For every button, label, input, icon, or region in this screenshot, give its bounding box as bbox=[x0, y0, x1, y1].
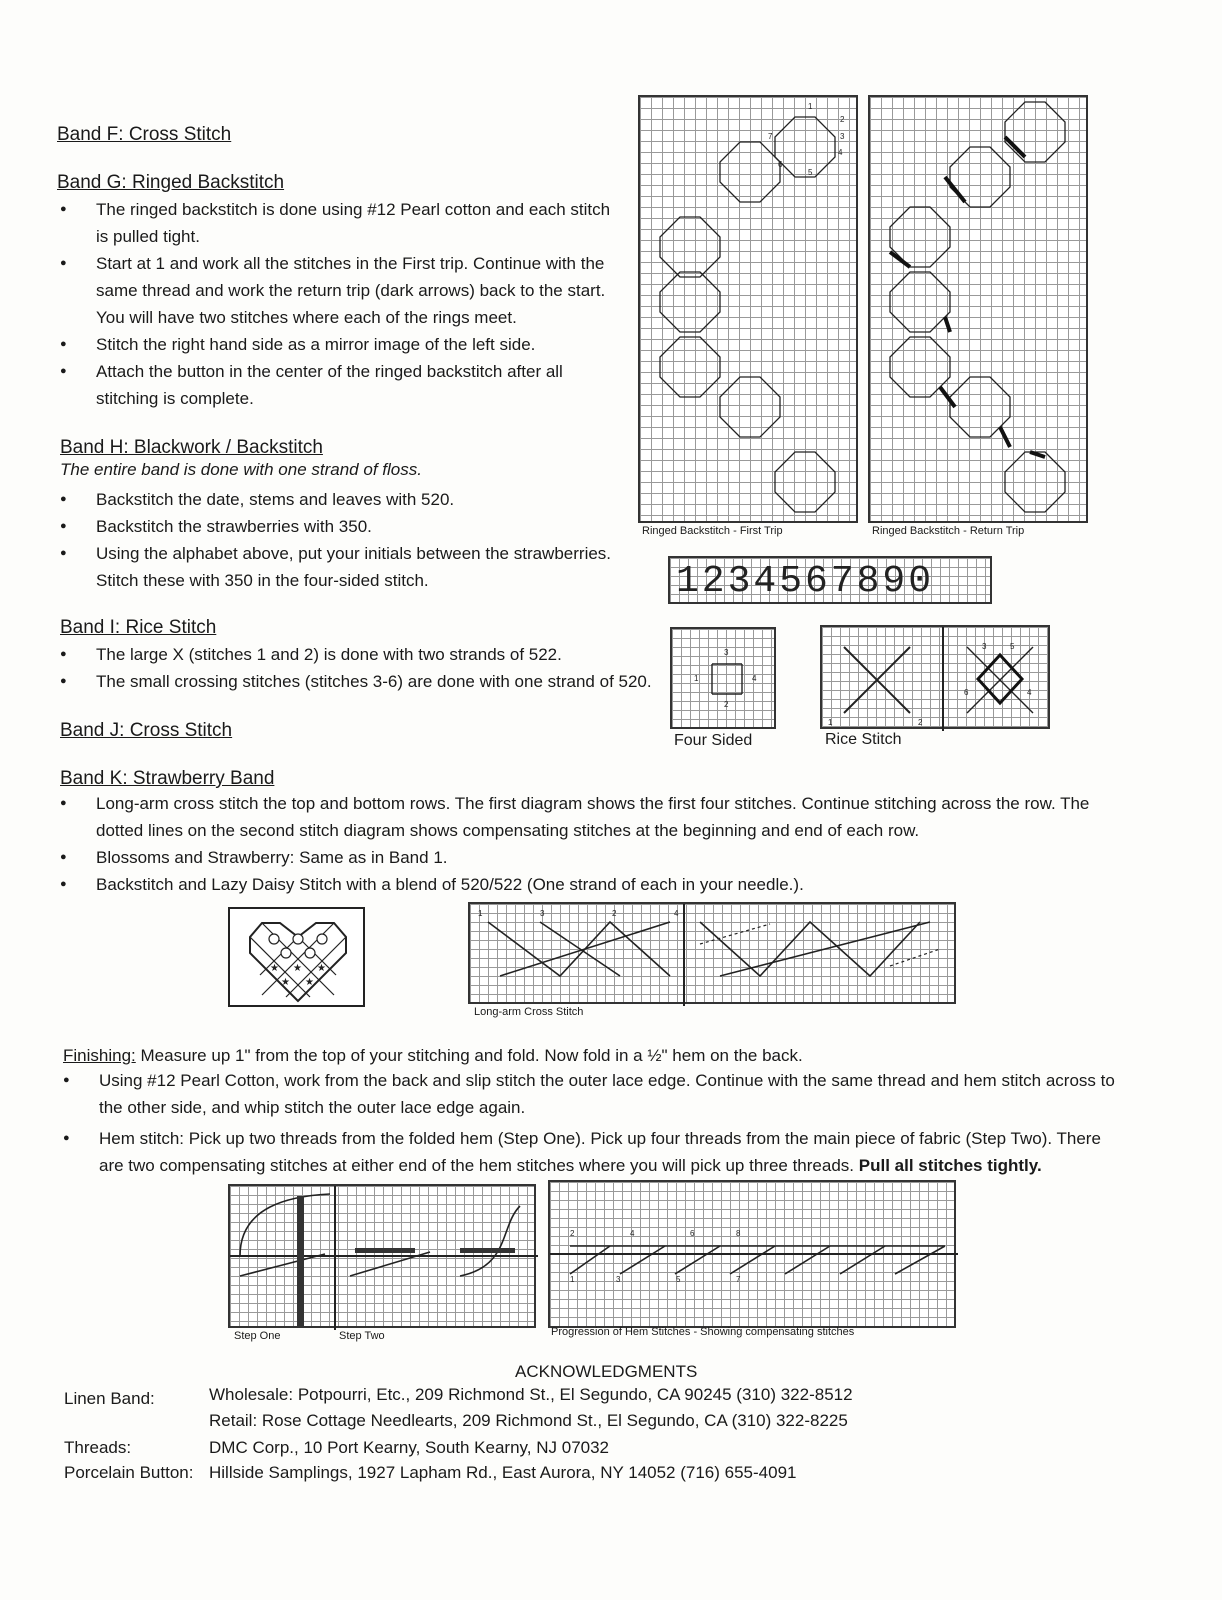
stitch-number: 4 bbox=[630, 1229, 635, 1238]
band-g-list bbox=[60, 196, 615, 412]
band-h-heading: Band H: Blackwork / Backstitch bbox=[60, 437, 323, 458]
hem-progression-drawing bbox=[550, 1182, 958, 1330]
list-item: ● Using the alphabet above, put your initials between the strawberries. Stitch these with 350 in the four-sided stitch. bbox=[60, 540, 620, 594]
numerals-text: 1234567890 bbox=[676, 560, 935, 603]
band-g-heading: Band G: Ringed Backstitch bbox=[57, 172, 285, 193]
ringed-first-trip-grid bbox=[638, 95, 858, 523]
svg-text:★: ★ bbox=[317, 963, 326, 974]
ringed-return-trip-grid bbox=[868, 95, 1088, 523]
numerals-chart bbox=[668, 556, 992, 604]
four-sided-stitch bbox=[672, 629, 778, 731]
stitch-number: 1 bbox=[694, 674, 699, 683]
band-i-heading: Band I: Rice Stitch bbox=[60, 617, 217, 638]
list-item: ● Stitch the right hand side as a mirror image of the left side. bbox=[60, 331, 615, 358]
ack-value: DMC Corp., 10 Port Kearny, South Kearny, NJ 07032 bbox=[209, 1438, 610, 1457]
svg-text:★: ★ bbox=[270, 963, 279, 974]
list-item: ● Attach the button in the center of the ringed backstitch after all stitching is complete. bbox=[60, 358, 615, 412]
band-k-list bbox=[60, 790, 1100, 898]
four-sided-caption: Four Sided bbox=[674, 732, 753, 749]
hem-stitch-text: Pick up two threads from the folded hem (Step One). Pick up four threads from the main piece of fabric (Step Two). There are two compensating stitches at either end of the hem stitches where you will pick up three threads. bbox=[99, 1129, 1101, 1175]
stitch-number: 8 bbox=[736, 1229, 741, 1238]
stitch-number: 3 bbox=[616, 1275, 621, 1284]
stitch-number: 4 bbox=[752, 674, 757, 683]
step-two-caption: Step Two bbox=[339, 1330, 385, 1342]
ack-label: Porcelain Button: bbox=[64, 1463, 194, 1482]
stitch-number: 2 bbox=[570, 1229, 575, 1238]
ringed-return-trip-caption: Ringed Backstitch - Return Trip bbox=[872, 525, 1025, 537]
rice-stitch-grid bbox=[820, 625, 1050, 729]
ack-label: Threads: bbox=[64, 1438, 132, 1457]
stitch-number: 7 bbox=[736, 1275, 741, 1284]
progression-caption: Progression of Hem Stitches - Showing compensating stitches bbox=[551, 1326, 855, 1338]
list-item: ● Using #12 Pearl Cotton, work from the back and slip stitch the outer lace edge. Continue with the same thread and hem stitch across to the other side, and whip stitch the outer lace edge again. bbox=[63, 1067, 1123, 1121]
list-item: ● The large X (stitches 1 and 2) is done with two strands of 522. bbox=[60, 641, 660, 668]
stitch-number: 2 bbox=[840, 115, 845, 124]
list-item: ● Long-arm cross stitch the top and bottom rows. The first diagram shows the first four stitches. Continue stitching across the row. The dotted lines on the second stitch diagram shows compensating stitches at the beginning and end of each row. bbox=[60, 790, 1100, 844]
list-item: ● Blossoms and Strawberry: Same as in Band 1. bbox=[60, 844, 1100, 871]
svg-text:★: ★ bbox=[305, 977, 314, 988]
stitch-number: 6 bbox=[690, 1229, 695, 1238]
hem-progression-grid bbox=[548, 1180, 956, 1328]
band-k-heading: Band K: Strawberry Band bbox=[60, 768, 275, 789]
list-item: ● The small crossing stitches (stitches 3-6) are done with one strand of 520. bbox=[60, 668, 660, 695]
ack-label: Linen Band: bbox=[64, 1389, 155, 1408]
band-j-heading: Band J: Cross Stitch bbox=[60, 720, 233, 741]
stitch-number: 4 bbox=[1027, 688, 1032, 697]
four-sided-grid bbox=[670, 627, 776, 729]
list-item: ● Backstitch the strawberries with 350. bbox=[60, 513, 620, 540]
stitch-number: 6 bbox=[778, 160, 783, 169]
stitch-number: 1 bbox=[828, 718, 833, 727]
stitch-number: 1 bbox=[570, 1275, 575, 1284]
stitch-number: 5 bbox=[808, 168, 813, 177]
step-one-caption: Step One bbox=[234, 1330, 281, 1342]
stitch-number: 7 bbox=[768, 132, 773, 141]
list-item bbox=[63, 1125, 1123, 1179]
long-arm-cross-stitch-grid bbox=[468, 902, 956, 1004]
stitch-number: 4 bbox=[674, 909, 679, 918]
finishing-intro-text: Measure up 1" from the top of your stitching and fold. Now fold in a ½" hem on the back. bbox=[140, 1046, 803, 1065]
hem-stitch-bold: Pull all stitches tightly. bbox=[858, 1156, 1042, 1175]
hem-steps-drawing bbox=[230, 1186, 538, 1330]
list-item: ● Backstitch and Lazy Daisy Stitch with a blend of 520/522 (One strand of each in your needle.). bbox=[60, 871, 1100, 898]
rice-stitch bbox=[822, 627, 1052, 731]
rice-stitch-caption: Rice Stitch bbox=[825, 731, 902, 748]
list-item: ● Backstitch the date, stems and leaves with 520. bbox=[60, 486, 620, 513]
ringed-first-trip-caption: Ringed Backstitch - First Trip bbox=[642, 525, 783, 537]
long-arm-caption: Long-arm Cross Stitch bbox=[474, 1006, 584, 1018]
stitch-number: 2 bbox=[612, 909, 617, 918]
svg-text:★: ★ bbox=[281, 977, 290, 988]
heart-motif bbox=[230, 909, 367, 1009]
acknowledgments-title: ACKNOWLEDGMENTS bbox=[515, 1362, 698, 1381]
stitch-number: 5 bbox=[1010, 642, 1015, 651]
finishing-label: Finishing: bbox=[63, 1046, 136, 1065]
band-f-heading: Band F: Cross Stitch bbox=[57, 124, 232, 145]
ringed-first-trip-path bbox=[640, 97, 860, 525]
svg-text:★: ★ bbox=[293, 963, 302, 974]
long-arm-cross-stitch bbox=[470, 904, 958, 1006]
acknowledgments-list bbox=[64, 1382, 1064, 1492]
stitch-number: 3 bbox=[724, 648, 729, 657]
ack-value: Wholesale: Potpourri, Etc., 209 Richmond St., El Segundo, CA 90245 (310) 322-8512 bbox=[209, 1385, 853, 1404]
stitch-number: 4 bbox=[838, 148, 843, 157]
ack-value: Hillside Samplings, 1927 Lapham Rd., East Aurora, NY 14052 (716) 655-4091 bbox=[209, 1463, 797, 1482]
band-h-note: The entire band is done with one strand of floss. bbox=[60, 460, 422, 479]
band-h-list bbox=[60, 486, 620, 594]
hem-stitch-label: Hem stitch: bbox=[99, 1129, 185, 1148]
list-item: ● Start at 1 and work all the stitches in the First trip. Continue with the same thread and work the return trip (dark arrows) back to the start. You will have two stitches where each of the rings meet. bbox=[60, 250, 615, 331]
band-i-list bbox=[60, 641, 660, 695]
stitch-number: 1 bbox=[808, 102, 813, 111]
list-item: ● The ringed backstitch is done using #12 Pearl cotton and each stitch is pulled tight. bbox=[60, 196, 615, 250]
stitch-number: 3 bbox=[840, 132, 845, 141]
stitch-number: 1 bbox=[478, 909, 483, 918]
finishing-intro bbox=[63, 1042, 1123, 1069]
stitch-number: 5 bbox=[676, 1275, 681, 1284]
stitch-number: 2 bbox=[918, 718, 923, 727]
stitch-number: 3 bbox=[982, 642, 987, 651]
stitch-number: 6 bbox=[964, 688, 969, 697]
stitch-number: 2 bbox=[724, 700, 729, 709]
stitch-number: 3 bbox=[540, 909, 545, 918]
ringed-return-trip-path bbox=[870, 97, 1090, 525]
ack-value: Retail: Rose Cottage Needlearts, 209 Richmond St., El Segundo, CA (310) 322-8225 bbox=[209, 1411, 848, 1430]
finishing-list bbox=[63, 1067, 1123, 1179]
hem-steps-grid bbox=[228, 1184, 536, 1328]
strawberry-heart-diagram bbox=[228, 907, 365, 1007]
